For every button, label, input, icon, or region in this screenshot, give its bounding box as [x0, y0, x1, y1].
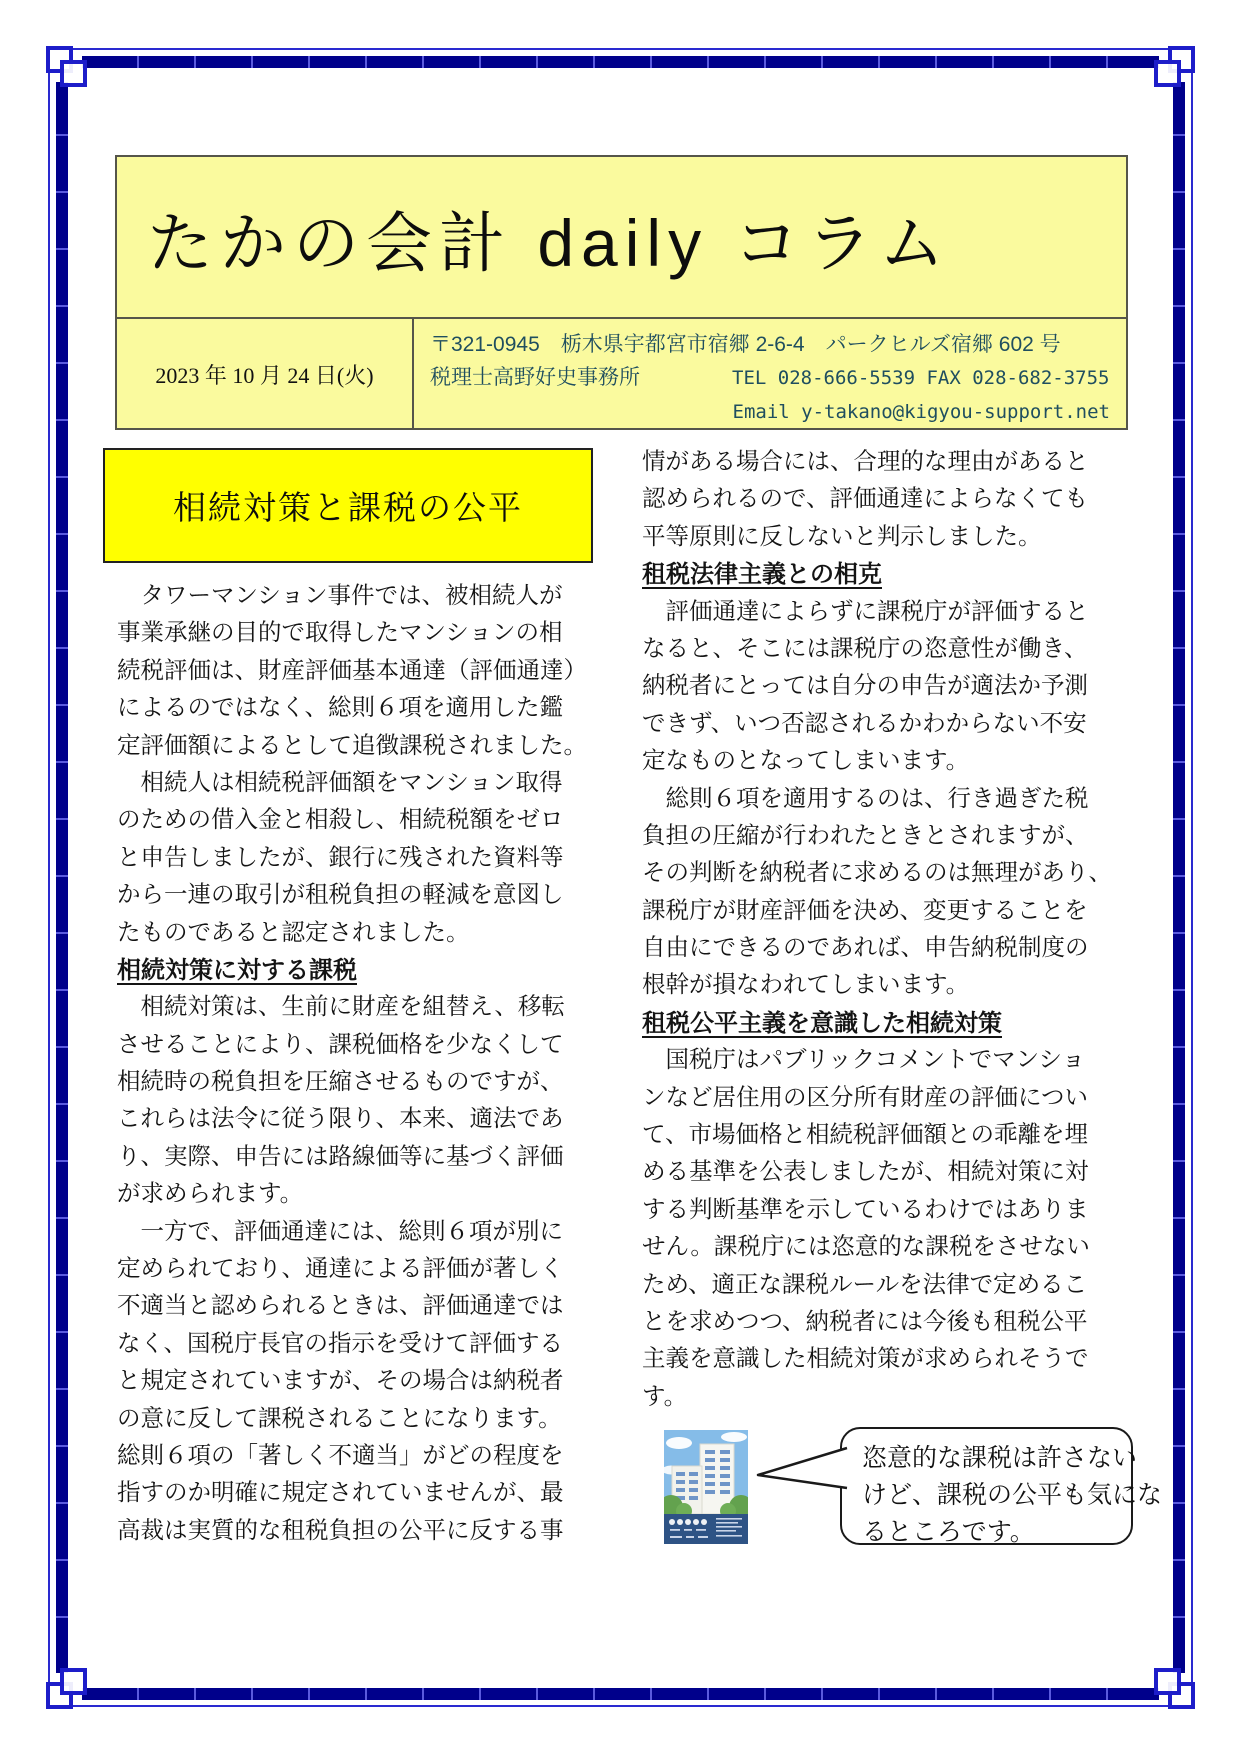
corner-knot-icon: [1154, 60, 1181, 87]
page-border-band-right: [1173, 82, 1185, 1673]
speech-bubble-line: るところです。: [862, 1518, 1035, 1546]
speech-bubble-tail: [756, 1445, 848, 1491]
body-text-line: 定められており、通達による評価が著しく: [117, 1256, 564, 1283]
article-headline-box: [103, 448, 593, 563]
body-text-line: タワーマンション事件では、被相続人が: [117, 583, 563, 609]
body-text-line: 認められるので、評価通達によらなくても: [642, 486, 1089, 513]
body-text-line: する判断基準を示しているわけではありま: [642, 1196, 1089, 1223]
body-text-line: 相続時の税負担を圧縮させるものですが、: [117, 1069, 564, 1096]
page-border-band-bottom: [82, 1688, 1159, 1700]
section-heading: 相続対策に対する課税: [117, 956, 357, 984]
body-text-line: その判断を納税者に求めるのは無理があり、: [642, 860, 1112, 887]
email-address: Email y-takano@kigyou-support.net: [732, 401, 1110, 423]
speech-bubble-text: [862, 1440, 1163, 1551]
corner-knot-icon: [60, 60, 87, 87]
body-text-line: と申告しましたが、銀行に残された資料等: [117, 844, 564, 871]
body-text-line: 定評価額によるとして追徴課税されました。: [117, 732, 587, 759]
body-text-line: 相続対策は、生前に財産を組替え、移転: [117, 994, 565, 1021]
body-text-line: せん。課税庁には恣意的な課税をさせない: [642, 1234, 1090, 1261]
postal-address: 〒321-0945 栃木県宇都宮市宿郷 2-6-4 パークヒルズ宿郷 602 号: [430, 333, 1061, 356]
body-text-line: り、実際、申告には路線価等に基づく評価: [117, 1143, 564, 1170]
body-text-line: 定なものとなってしまいます。: [642, 748, 970, 775]
body-text-line: 国税庁はパブリックコメントでマンショ: [642, 1047, 1086, 1074]
body-text-line: 不適当と認められるときは、評価通達では: [117, 1293, 564, 1320]
body-text-line: 負担の圧縮が行われたときとされますが、: [642, 822, 1089, 849]
tel-fax: TEL 028-666-5539 FAX 028-682-3755: [732, 367, 1110, 389]
speech-bubble: [840, 1427, 1163, 1546]
article-column-right: [642, 444, 1112, 1416]
body-text-line: できず、いつ否認されるかわからない不安: [642, 710, 1087, 737]
body-text-line: 主義を意識した相続対策が求められそうで: [642, 1346, 1089, 1373]
body-text-line: める基準を公表しましたが、相続対策に対: [642, 1159, 1089, 1186]
body-text-line: 事業承継の目的で取得したマンションの相: [117, 620, 563, 647]
body-text-line: とを求めつつ、納税者には今後も租税公平: [642, 1308, 1088, 1335]
body-text-line: 一方で、評価通達には、総則６項が別に: [117, 1218, 564, 1245]
page-border-band-left: [56, 82, 68, 1673]
body-text-line: が求められます。: [117, 1181, 304, 1208]
body-text-line: 自由にできるのであれば、申告納税制度の: [642, 935, 1089, 962]
section-heading: 租税法律主義との相克: [642, 561, 882, 589]
body-text-line: のための借入金と相殺し、相続税額をゼロ: [117, 807, 564, 834]
newsletter-title: たかの会計 daily コラム: [147, 205, 952, 280]
body-text-line: 続税評価は、財産評価基本通達（評価通達）: [117, 657, 587, 684]
body-text-line: なく、国税庁長官の指示を受けて評価する: [117, 1330, 564, 1357]
body-text-line: と規定されていますが、その場合は納税者: [117, 1368, 564, 1395]
section-heading: 租税公平主義を意識した相続対策: [642, 1009, 1002, 1037]
article-headline: 相続対策と課税の公平: [173, 489, 523, 526]
body-text-line: から一連の取引が租税負担の軽減を意図し: [117, 882, 564, 909]
body-text-line: 平等原則に反しないと判示しました。: [642, 523, 1042, 550]
body-text-line: 指すのか明確に規定されていませんが、最: [117, 1480, 564, 1507]
body-text-line: て、市場価格と相続税評価額との乖離を埋: [642, 1122, 1089, 1149]
body-text-line: ンなど居住用の区分所有財産の評価につい: [642, 1084, 1089, 1111]
body-text-line: 根幹が損なわれてしまいます。: [642, 972, 970, 999]
body-text-line: の意に反して課税されることになります。: [117, 1405, 562, 1432]
office-name: 税理士高野好史事務所: [430, 366, 640, 389]
body-text-line: させることにより、課税価格を少なくして: [117, 1031, 564, 1058]
masthead-info-row: [117, 317, 1126, 430]
body-text-line: ため、適正な課税ルールを法律で定めるこ: [642, 1271, 1088, 1298]
body-text-line: たものであると認定されました。: [117, 919, 470, 946]
body-text-line: 納税者にとっては自分の申告が適法か予測: [642, 673, 1089, 700]
body-text-line: これらは法令に従う限り、本来、適法であ: [117, 1106, 564, 1133]
corner-knot-icon: [1154, 1668, 1181, 1695]
building-illustration: [664, 1430, 748, 1544]
body-text-line: 相続人は相続税評価額をマンション取得: [117, 769, 563, 796]
masthead-title-area: [117, 157, 1126, 317]
corner-knot-icon: [60, 1668, 87, 1695]
body-text-line: 情がある場合には、合理的な理由があると: [642, 449, 1089, 475]
body-text-line: 高裁は実質的な租税負担の公平に反する事: [117, 1517, 564, 1544]
email-line: [430, 395, 1110, 429]
tower-mansion-icon: [664, 1430, 748, 1544]
office-contact-block: [414, 319, 1126, 430]
body-text-line: 総則６項を適用するのは、行き過ぎた税: [642, 785, 1089, 812]
page-border-band-top: [82, 56, 1159, 68]
speech-bubble-line: 恣意的な課税は許さない: [862, 1444, 1138, 1472]
body-text-line: 課税庁が財産評価を決め、変更することを: [642, 897, 1088, 924]
masthead: [115, 155, 1128, 430]
body-text-line: 総則６項の「著しく不適当」がどの程度を: [117, 1442, 564, 1469]
speech-bubble-line: けど、課税の公平も気にな: [862, 1481, 1163, 1509]
body-text-line: す。: [642, 1383, 688, 1410]
issue-date: 2023 年 10 月 24 日(火): [117, 319, 414, 430]
office-phone-line: [430, 361, 1110, 395]
article-column-left: [117, 578, 587, 1550]
body-text-line: 評価通達によらずに課税庁が評価すると: [642, 598, 1089, 625]
body-text-line: によるのではなく、総則６項を適用した鑑: [117, 695, 564, 722]
body-text-line: なると、そこには課税庁の恣意性が働き、: [642, 635, 1088, 662]
